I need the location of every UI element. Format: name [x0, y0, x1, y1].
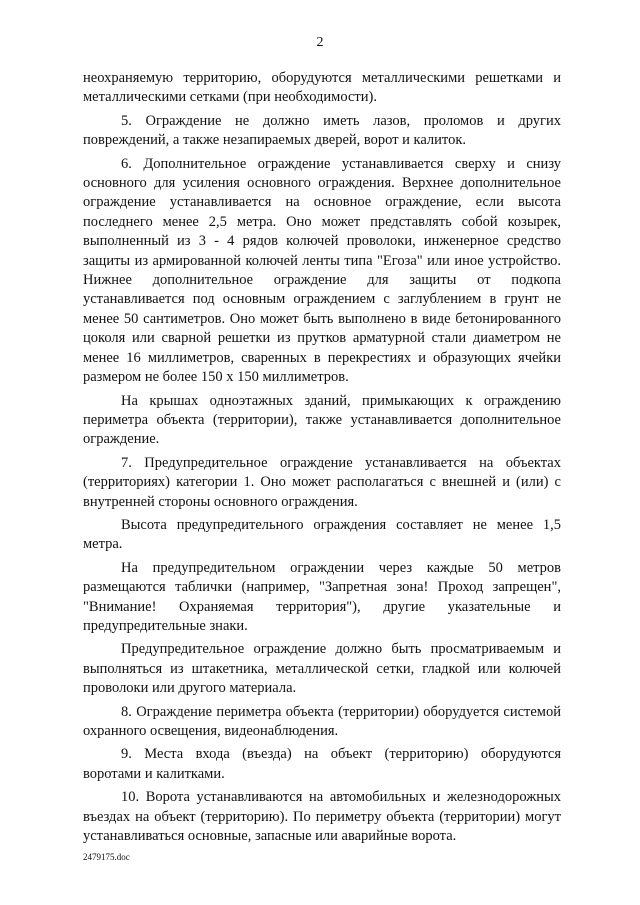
- paragraph-roof-fencing: На крышах одноэтажных зданий, примыкающих к ограждению периметра объекта (территории), также устанавливается дополнительное ограждение.: [83, 392, 561, 448]
- paragraph-item-10: 10. Ворота устанавливаются на автомобильных и железнодорожных въездах на объект (территорию). По периметру объекта (территории) могут устанавливаться основные, запасные или аварийные ворота.: [83, 789, 561, 845]
- paragraph-continuation: неохраняемую территорию, оборудуются металлическими решетками и металлическими сетками (при необходимости).: [83, 70, 561, 106]
- page-number: 2: [316, 35, 324, 50]
- paragraph-item-5: 5. Ограждение не должно иметь лазов, проломов и других повреждений, а также незапираемых дверей, ворот и калиток.: [83, 112, 561, 149]
- document-body: [83, 69, 561, 850]
- paragraph-item-7: 7. Предупредительное ограждение устанавливается на объектах (территориях) категории 1. Оно может располагаться с внешней и (или) с внутренней стороны основного ограждения.: [83, 454, 561, 510]
- document-footer-code: 2479175.doc: [83, 852, 130, 862]
- paragraph-item-9: 9. Места входа (въезда) на объект (территорию) оборудуются воротами и калитками.: [83, 746, 561, 782]
- paragraph-item-8: 8. Ограждение периметра объекта (территории) оборудуется системой охранного освещения, видеонаблюдения.: [83, 703, 561, 739]
- paragraph-warning-fence-height: Высота предупредительного ограждения составляет не менее 1,5 метра.: [83, 516, 561, 553]
- paragraph-warning-fence-material: Предупредительное ограждение должно быть просматриваемым и выполняться из штакетника, металлической сетки, гладкой или колючей проволоки или другого материала.: [83, 641, 561, 697]
- paragraph-item-6: 6. Дополнительное ограждение устанавливается сверху и снизу основного для усиления основного ограждения. Верхнее дополнительное ограждение устанавливается на основное ограждение, если высота последнего менее 2,5 метра. Оно может представлять собой козырек, выполненный из 3 - 4 рядов колючей проволоки, инженерное средство защиты из армированной колючей ленты типа "Егоза" или иное устройство. Нижнее дополнительное ограждение для защиты от подкопа устанавливается под основным ограждением с заглублением в грунт не менее 50 сантиметров. Оно может быть выполнено в виде бетонированного цоколя или сварной решетки из прутков арматурной стали диаметром не менее 16 миллиметров, сваренных в перекрестиях и образующих ячейки размером не более 150 х 150 миллиметров.: [83, 155, 561, 386]
- paragraph-warning-signs: На предупредительном ограждении через каждые 50 метров размещаются таблички (например, "Запретная зона! Проход запрещен", "Внимание! Охраняемая территория"), другие указательные и предупредительные знаки.: [83, 559, 561, 634]
